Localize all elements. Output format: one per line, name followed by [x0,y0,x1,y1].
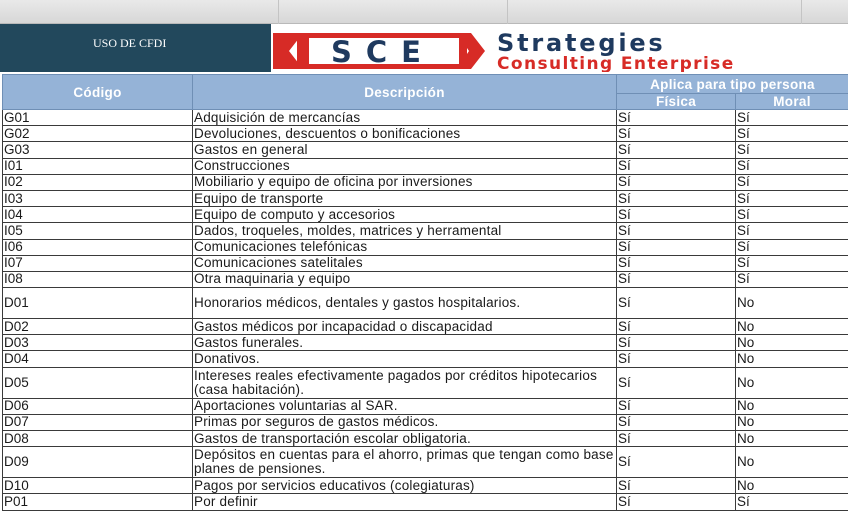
cell-codigo: I05 [3,223,193,239]
table-row [3,414,848,430]
table-row [3,190,848,206]
cell-moral: Sí [736,190,848,206]
cell-codigo: I04 [3,207,193,223]
logo-mark: SCE [331,35,435,69]
cell-fisica: Sí [617,190,736,206]
cell-moral: No [736,431,848,447]
cell-fisica: Sí [617,335,736,351]
cell-fisica: Sí [617,414,736,430]
cell-moral: No [736,367,848,398]
cell-codigo: D10 [3,478,193,494]
column-divider [278,0,279,24]
cell-fisica: Sí [617,447,736,478]
column-divider [801,0,802,24]
table-row [3,255,848,271]
cell-fisica: Sí [617,223,736,239]
cell-codigo: I07 [3,255,193,271]
cell-descripcion: Mobiliario y equipo de oficina por inversiones [193,174,617,190]
cell-fisica: Sí [617,494,736,510]
cell-codigo: D03 [3,335,193,351]
table-row [3,207,848,223]
cell-moral: Sí [736,271,848,287]
cell-fisica: Sí [617,271,736,287]
cell-moral: No [736,447,848,478]
cell-descripcion: Intereses reales efectivamente pagados por créditos hipotecarios (casa habitación). [193,367,617,398]
table-row [3,319,848,335]
cell-fisica: Sí [617,174,736,190]
company-logo [271,24,848,72]
table-row [3,398,848,414]
cell-codigo: D08 [3,431,193,447]
cell-descripcion: Devoluciones, descuentos o bonificaciones [193,126,617,142]
page-title: USO DE CFDI [93,36,167,50]
cell-codigo: D04 [3,351,193,367]
cell-moral: Sí [736,158,848,174]
table-row [3,288,848,319]
header-descripcion: Descripción [193,75,617,110]
cell-moral: Sí [736,239,848,255]
header-moral: Moral [736,94,848,110]
cell-codigo: G03 [3,142,193,158]
table-row [3,174,848,190]
cell-moral: Sí [736,255,848,271]
cell-codigo: D05 [3,367,193,398]
cell-fisica: Sí [617,207,736,223]
cell-fisica: Sí [617,158,736,174]
cell-codigo: D09 [3,447,193,478]
table-row [3,494,848,510]
cell-fisica: Sí [617,288,736,319]
cell-fisica: Sí [617,126,736,142]
cell-moral: No [736,398,848,414]
cell-descripcion: Comunicaciones satelitales [193,255,617,271]
cell-codigo: D06 [3,398,193,414]
cell-codigo: G02 [3,126,193,142]
cell-descripcion: Comunicaciones telefónicas [193,239,617,255]
table-row [3,158,848,174]
cell-descripcion: Gastos de transportación escolar obligatoria. [193,431,617,447]
cell-fisica: Sí [617,239,736,255]
cell-descripcion: Primas por seguros de gastos médicos. [193,414,617,430]
table-row [3,142,848,158]
desc-text-pre: Equipo de [194,206,261,222]
cell-moral: Sí [736,126,848,142]
cell-descripcion: Otra maquinaria y equipo [193,271,617,287]
header-aplica: Aplica para tipo persona [617,75,848,94]
cell-descripcion: Pagos por servicios educativos (colegiaturas) [193,478,617,494]
table-row [3,351,848,367]
cell-moral: Sí [736,110,848,126]
cell-descripcion: Construcciones [193,158,617,174]
spreadsheet-top-strip [0,0,848,24]
grammar-flagged-word: computo [260,206,314,222]
cell-fisica: Sí [617,110,736,126]
cell-moral: Sí [736,223,848,239]
table-row [3,431,848,447]
cell-moral: No [736,335,848,351]
desc-text-post: y accesorios [313,206,396,222]
cell-descripcion [193,207,617,223]
cell-moral: No [736,319,848,335]
table-row [3,478,848,494]
cell-fisica: Sí [617,255,736,271]
cell-descripcion: Honorarios médicos, dentales y gastos hospitalarios. [193,288,617,319]
cell-descripcion: Gastos funerales. [193,335,617,351]
cell-descripcion: Aportaciones voluntarias al SAR. [193,398,617,414]
table-row [3,223,848,239]
title-box [0,24,271,72]
header-codigo: Código [3,75,193,110]
cell-moral: Sí [736,207,848,223]
logo-tagline: Consulting Enterprise [497,54,735,72]
cell-fisica: Sí [617,142,736,158]
table-row [3,271,848,287]
cell-codigo: G01 [3,110,193,126]
cell-moral: No [736,414,848,430]
cell-codigo: I03 [3,190,193,206]
cell-fisica: Sí [617,398,736,414]
cell-codigo: I01 [3,158,193,174]
cell-descripcion: Depósitos en cuentas para el ahorro, primas que tengan como base planes de pensiones. [193,447,617,478]
cell-fisica: Sí [617,367,736,398]
cell-moral: No [736,478,848,494]
cell-moral: Sí [736,174,848,190]
table-row [3,110,848,126]
header-fisica: Física [617,94,736,110]
cell-codigo: I08 [3,271,193,287]
table-row [3,126,848,142]
cell-descripcion: Donativos. [193,351,617,367]
column-divider [507,0,508,24]
cell-fisica: Sí [617,478,736,494]
cell-fisica: Sí [617,431,736,447]
cell-descripcion: Gastos médicos por incapacidad o discapacidad [193,319,617,335]
cell-codigo: D07 [3,414,193,430]
cell-moral: No [736,351,848,367]
cell-codigo: D01 [3,288,193,319]
cfdi-usage-table [2,74,848,511]
cell-descripcion: Gastos en general [193,142,617,158]
cell-fisica: Sí [617,319,736,335]
cell-codigo: D02 [3,319,193,335]
cell-codigo: P01 [3,494,193,510]
table-row [3,239,848,255]
cell-moral: Sí [736,142,848,158]
cell-descripcion: Adquisición de mercancías [193,110,617,126]
cell-codigo: I06 [3,239,193,255]
table-row [3,447,848,478]
cell-fisica: Sí [617,351,736,367]
cell-moral: Sí [736,494,848,510]
cell-descripcion: Dados, troqueles, moldes, matrices y herramental [193,223,617,239]
table-row [3,367,848,398]
cell-descripcion: Por definir [193,494,617,510]
cell-moral: No [736,288,848,319]
cell-codigo: I02 [3,174,193,190]
cell-descripcion: Equipo de transporte [193,190,617,206]
sce-strategies-logo [271,24,848,72]
logo-name: Strategies [497,29,666,57]
table-row [3,335,848,351]
